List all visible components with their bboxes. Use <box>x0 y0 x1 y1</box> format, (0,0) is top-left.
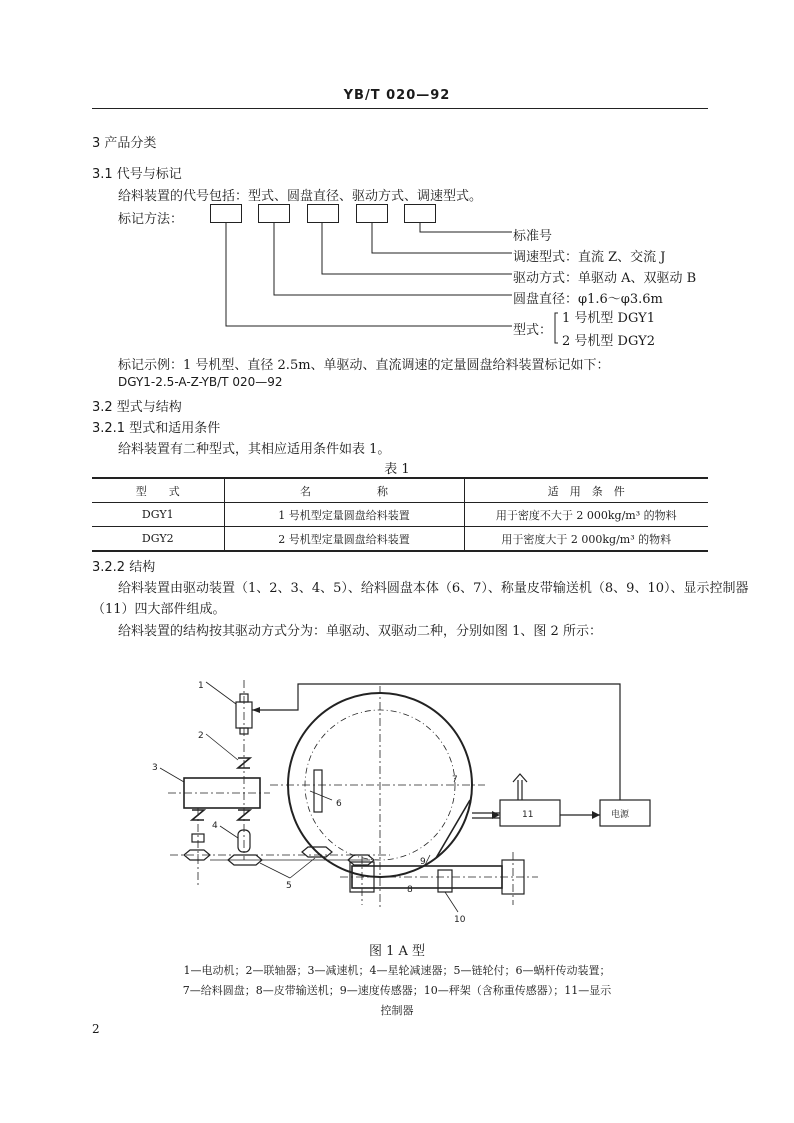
fig-label-2: 2 <box>198 731 204 741</box>
fig-label-3: 3 <box>152 763 158 773</box>
section-3-2-2-para1a: 给料装置由驱动装置（1、2、3、4、5）、给料圆盘本体（6、7）、称量皮带输送机（8、9、10）、显示控制器 <box>118 581 749 596</box>
mark-item-drive: 驱动方式：单驱动 A、双驱动 B <box>513 271 697 286</box>
table-cell: 1 号机型定量圆盘给料装置 <box>224 503 464 527</box>
table-row <box>92 527 708 552</box>
mark-item-type-label: 型式： <box>513 323 553 338</box>
fig-label-8: 8 <box>407 885 413 895</box>
table-row <box>92 503 708 527</box>
table-cell: 用于密度大于 2 000kg/m³ 的物料 <box>464 527 708 552</box>
table-cell: 2 号机型定量圆盘给料装置 <box>224 527 464 552</box>
section-3-2-1-para: 给料装置有二种型式，其相应适用条件如表 1。 <box>118 442 391 457</box>
fig-label-11: 11 <box>522 810 534 820</box>
figure-1-diagram <box>140 660 660 930</box>
section-3-2-2-title: 3.2.2 结构 <box>92 560 156 575</box>
section-3-2-2-para2: 给料装置的结构按其驱动方式分为：单驱动、双驱动二种，分别如图 1、图 2 所示： <box>118 624 602 639</box>
mark-item-type-2: 2 号机型 DGY2 <box>562 334 655 349</box>
table-cell: DGY1 <box>92 503 224 527</box>
mark-item-standard: 标准号 <box>513 229 553 244</box>
standard-code: YB/T 020—92 <box>343 88 451 103</box>
mark-item-diameter: 圆盘直径：φ1.6～φ3.6m <box>513 292 663 307</box>
fig-label-7: 7 <box>452 775 458 785</box>
fig-label-1: 1 <box>198 681 204 691</box>
fig-label-power: 电源 <box>611 810 630 820</box>
marking-leader-lines <box>0 0 794 360</box>
section-3-1-para: 给料装置的代号包括：型式、圆盘直径、驱动方式、调速型式。 <box>118 189 483 204</box>
fig-label-4: 4 <box>212 821 218 831</box>
section-3-2-1-title: 3.2.1 型式和适用条件 <box>92 421 221 436</box>
page-number: 2 <box>92 1022 100 1036</box>
worm-drive <box>314 770 322 812</box>
fig-label-9: 9 <box>420 857 426 867</box>
fig-label-10: 10 <box>454 915 466 925</box>
mark-item-speed: 调速型式：直流 Z、交流 J <box>513 250 666 265</box>
fig-label-6: 6 <box>336 799 342 809</box>
table-header-condition: 适 用 条 件 <box>464 478 708 503</box>
example-code: DGY1-2.5-A-Z-YB/T 020—92 <box>118 375 283 389</box>
section-3-1-title: 3.1 代号与标记 <box>92 167 182 182</box>
marking-method-label: 标记方法： <box>118 212 184 227</box>
table-cell: DGY2 <box>92 527 224 552</box>
section-3-title: 3 产品分类 <box>92 136 157 151</box>
mark-item-type-1: 1 号机型 DGY1 <box>562 311 655 326</box>
table-header-name: 名 称 <box>224 478 464 503</box>
type-table <box>92 477 708 552</box>
table-caption: 表 1 <box>384 462 410 477</box>
table-cell: 用于密度不大于 2 000kg/m³ 的物料 <box>464 503 708 527</box>
figure-legend-line-2: 7—给料圆盘；8—皮带输送机；9—速度传感器；10—秤架（含称重传感器）；11—显示 <box>182 984 612 997</box>
section-3-2-2-para1b: （11）四大部件组成。 <box>92 602 226 617</box>
section-3-2-title: 3.2 型式与结构 <box>92 400 182 415</box>
table-header-type: 型 式 <box>92 478 224 503</box>
figure-caption: 图 1 A 型 <box>368 944 426 959</box>
figure-legend-line-1: 1—电动机；2—联轴器；3—减速机；4—星轮减速器；5—链轮付；6—蜗杆传动装置； <box>183 964 611 977</box>
figure-legend-line-3: 控制器 <box>380 1004 414 1017</box>
fig-label-5: 5 <box>286 881 292 891</box>
example-intro: 标记示例：1 号机型、直径 2.5m、单驱动、直流调速的定量圆盘给料装置标记如下： <box>118 358 610 373</box>
